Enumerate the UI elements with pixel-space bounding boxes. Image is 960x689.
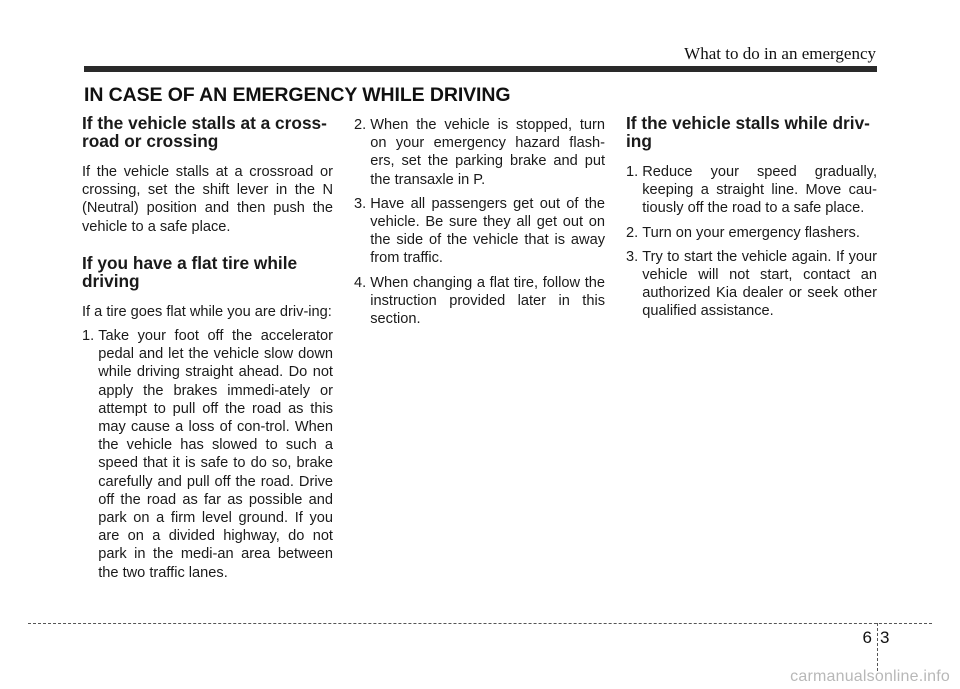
column-left <box>82 114 333 588</box>
step-number: 2. <box>626 224 643 241</box>
page-number: 3 <box>880 628 890 647</box>
heading-stalls-driving: If the vehicle stalls while driv-ing <box>626 113 870 151</box>
header-rule <box>84 66 877 72</box>
footer-page-divider <box>877 623 878 671</box>
step-number: 1. <box>626 164 643 180</box>
list-item <box>626 163 877 218</box>
step-text: Try to start the vehicle again. If your vehicle will not start, contact an authorized Kia dealer or seek other qualified assistance. <box>642 248 877 320</box>
step-number: 3. <box>626 248 643 265</box>
paragraph-flat-tire-intro: If a tire goes flat while you are driv-ing: <box>82 303 332 320</box>
column-middle <box>354 116 605 334</box>
list-item <box>354 274 605 329</box>
watermark: carmanualsonline.info <box>790 668 950 685</box>
list-item <box>82 327 333 582</box>
flat-tire-steps <box>82 327 333 582</box>
running-header-title: What to do in an emergency <box>684 44 876 63</box>
flat-tire-steps-continued <box>354 116 605 328</box>
list-item <box>626 224 877 242</box>
list-item <box>626 248 877 321</box>
chapter-number: 6 <box>862 628 872 647</box>
step-text: Turn on your emergency flashers. <box>642 224 860 241</box>
column-right <box>626 114 877 327</box>
stalls-driving-steps <box>626 163 877 321</box>
step-number: 2. <box>354 117 371 133</box>
list-item <box>354 116 605 189</box>
step-text: When changing a flat tire, follow the instruction provided later in this section. <box>370 274 605 328</box>
step-text: Reduce your speed gradually, keeping a straight line. Move cau-tiously off the road to a safe place. <box>642 164 877 217</box>
step-number: 3. <box>354 195 371 212</box>
footer-dashed-rule <box>28 623 932 624</box>
heading-stalls-crossing: If the vehicle stalls at a cross-road or crossing <box>82 113 327 151</box>
step-text: Have all passengers get out of the vehicle. Be sure they all get out on the side of the vehicle that is away from traffic. <box>370 195 605 267</box>
heading-flat-tire: If you have a flat tire while driving <box>82 252 298 291</box>
section-title: IN CASE OF AN EMERGENCY WHILE DRIVING <box>84 84 511 106</box>
step-text: When the vehicle is stopped, turn on your emergency hazard flash-ers, set the parking brake and put the transaxle in P. <box>370 117 605 188</box>
list-item <box>354 195 605 268</box>
step-number: 1. <box>82 328 99 345</box>
paragraph-stalls-crossing: If the vehicle stalls at a crossroad or crossing, set the shift lever in the N (Neutral) position and then push the vehicle to a safe place. <box>82 164 333 235</box>
step-number: 4. <box>354 274 371 291</box>
step-text: Take your foot off the accelerator pedal and let the vehicle slow down while driving straight ahead. Do not apply the brakes immedi-ately or attempt to pull off the road as this may cause a loss of con-trol. When the vehicle has slowed to such a speed that it is safe to do so, brake carefully and pull off the road. Drive off the road as far as possible and park on a firm level ground. If you are on a divided highway, do not park in the medi-an area between the two traffic lanes. <box>98 328 333 581</box>
